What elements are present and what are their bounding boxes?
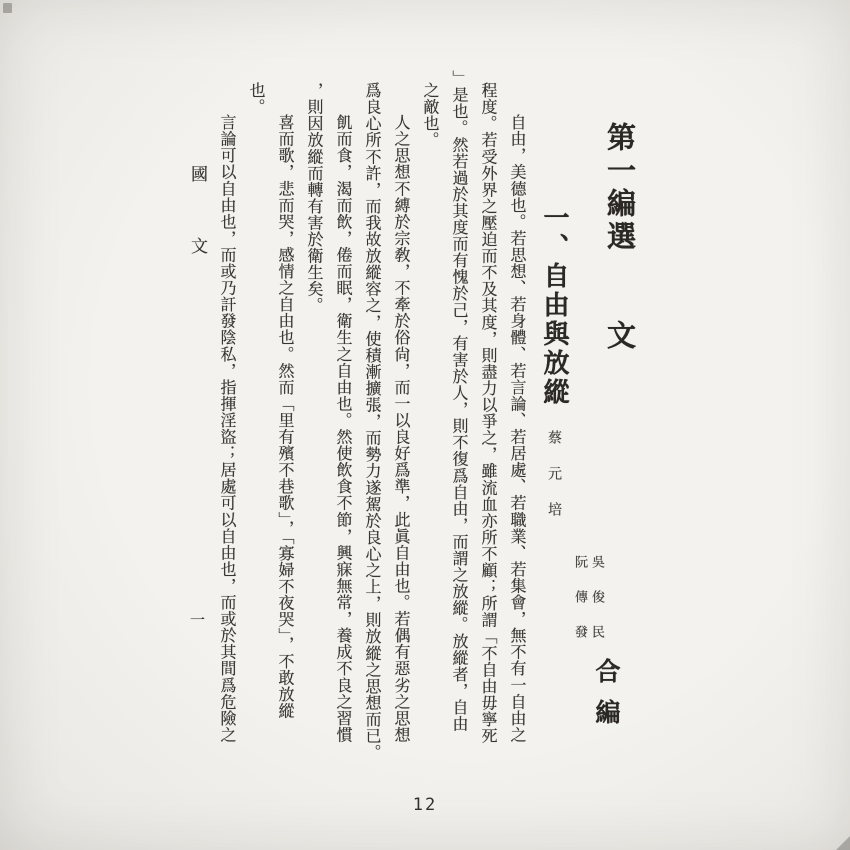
editor-names	[572, 555, 606, 660]
body-column: 言論可以自由也，而或乃訐發陰私，指揮淫盜；居處可以自由也，而或於其間爲危險之	[218, 114, 235, 743]
body-column: 喜而歌，悲而哭，感情之自由也。然而「里有殯不巷歌」，「寡婦不夜哭」，不敢放縱	[276, 114, 293, 719]
running-title: 國文	[188, 165, 207, 309]
volume-marker: 一	[188, 612, 204, 627]
editor-name: 吳俊民	[590, 555, 605, 660]
body-column: 自由，美德也。若思想、若身體、若言論、若居處、若職業、若集會，無不有一自由之	[508, 114, 525, 743]
editor-name: 阮傳發	[573, 555, 588, 660]
body-column: 爲良心所不許，而我故放縱容之，使積漸擴張，而勢力遂駕於良心之上，則放縱之思想而已。	[363, 82, 380, 761]
body-column: 也。	[247, 82, 264, 116]
body-column: ，則因放縱而轉有害於衛生矣。	[305, 82, 322, 314]
body-column: 人之思想不縛於宗敎，不牽於俗尙，而一以良好爲準，此眞自由也。若偶有惡劣之思想	[392, 114, 409, 743]
body-column: 」是也。然若過於其度而有愧於己，有害於人，則不復爲自由，而謂之放縱。放縱者，自由	[450, 70, 467, 732]
body-column: 之敵也。	[421, 82, 438, 149]
editors-suffix-label: 合編	[592, 658, 619, 740]
section-title: 一、自由與放縱	[540, 204, 569, 407]
book-title: 第一編選 文	[603, 122, 635, 353]
page-number: 12	[412, 795, 438, 815]
scan-artifact-mark	[836, 836, 850, 850]
author-name: 蔡元培	[546, 430, 561, 538]
body-column: 飢而食，渴而飲，倦而眠，衛生之自由也。然使飲食不節，興寐無常，養成不良之習慣	[334, 114, 351, 743]
scan-artifact-mark	[3, 3, 12, 13]
body-column: 程度。若受外界之壓迫而不及其度，則盡力以爭之，雖流血亦所不顧；所謂「不自由毋寧死	[479, 82, 496, 744]
